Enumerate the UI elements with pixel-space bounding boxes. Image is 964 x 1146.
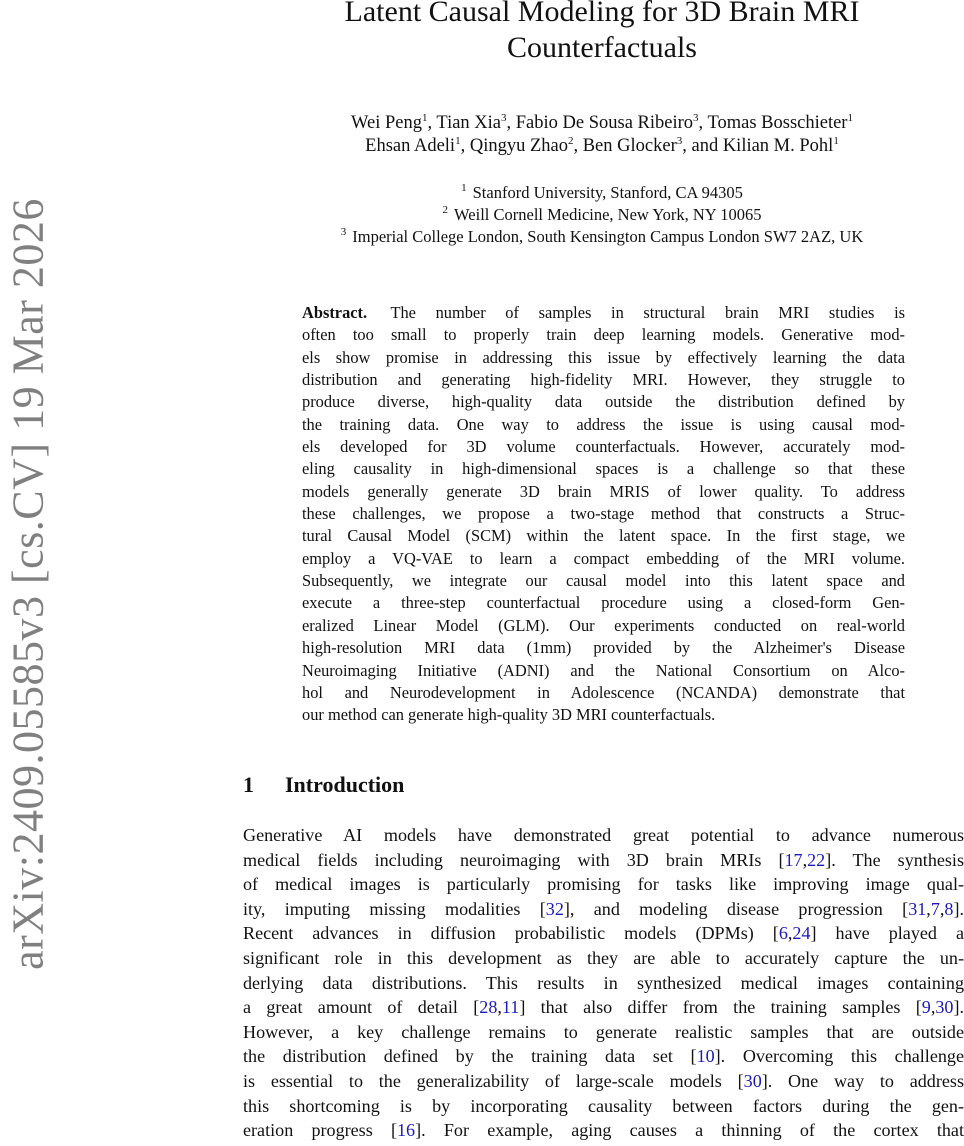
paragraph-line: a great amount of detail [28,11] that also differ from the training samples [9,30]. xyxy=(243,997,964,1018)
citation-link[interactable]: 31 xyxy=(908,898,927,919)
section-title: Introduction xyxy=(285,772,405,797)
paragraph-line: of medical images is particularly promising for tasks like improving image qual- xyxy=(243,874,964,895)
citation-link[interactable]: 9 xyxy=(921,997,931,1018)
abstract xyxy=(302,302,905,727)
abstract-line: Subsequently, we integrate our causal model into this latent space and xyxy=(302,571,905,591)
affiliation-marker: 2 xyxy=(567,135,574,147)
affiliation-marker: 3 xyxy=(501,112,507,124)
citation-link[interactable]: 22 xyxy=(807,849,826,870)
author-name: Wei Peng xyxy=(351,113,422,133)
author-name: Ben Glocker xyxy=(582,136,677,156)
author-name: Tomas Bosschieter xyxy=(707,113,848,133)
citation-link[interactable]: 30 xyxy=(935,997,954,1018)
paragraph-line: medical fields including neuroimaging with 3D brain MRIs [17,22]. The synthesis xyxy=(243,849,964,870)
abstract-line: execute a three-step counterfactual procedure using a closed-form Gen- xyxy=(302,593,905,613)
abstract-line: Neuroimaging Initiative (ADNI) and the National Consortium on Alco- xyxy=(302,660,905,680)
affiliation xyxy=(240,204,964,226)
paragraph-line: derlying data distributions. This results in synthesized medical images containing xyxy=(243,972,964,993)
abstract-line: models generally generate 3D brain MRIS of lower quality. To address xyxy=(302,481,905,501)
affiliation-marker: 1 xyxy=(455,135,461,147)
abstract-line: employ a VQ-VAE to learn a compact embedding of the MRI volume. xyxy=(302,548,905,568)
affiliation xyxy=(240,226,964,248)
author-line-1: Wei Peng$^1$, Tian Xia$^3$, Fabio De Sousa Ribeiro$^3$, Tomas Bosschieter$^1$ xyxy=(351,112,853,133)
affiliation-list xyxy=(240,182,964,248)
author-name: and Kilian M. Pohl xyxy=(691,136,834,156)
citation-link[interactable]: 7 xyxy=(930,898,940,919)
paragraph-line: However, a key challenge remains to generate realistic samples that are outside xyxy=(243,1021,964,1042)
affiliation-text: Weill Cornell Medicine, New York, NY 10065 xyxy=(454,205,762,224)
abstract-line: distribution and generating high-fidelity MRI. However, they struggle to xyxy=(302,370,905,390)
abstract-line: often too small to properly train deep learning models. Generative mod- xyxy=(302,325,905,345)
citation-link[interactable]: 6 xyxy=(778,923,788,944)
affiliation xyxy=(240,182,964,204)
abstract-line: els show promise in addressing this issue by effectively learning the data xyxy=(302,347,905,367)
paragraph-line: ity, imputing missing modalities [32], and modeling disease progression [31,7,8]. xyxy=(243,898,964,919)
paragraph-line: significant role in this development as they are able to accurately capture the un- xyxy=(243,947,964,968)
abstract-label: Abstract. xyxy=(302,303,368,322)
citation-link[interactable]: 17 xyxy=(784,849,803,870)
affiliation-marker: 3 xyxy=(693,112,699,124)
arxiv-stamp-text: arXiv:2409.05585v3 [cs.CV] 19 Mar 2026 xyxy=(3,198,53,970)
affiliation-marker: 1 xyxy=(833,135,839,147)
paragraph-line: the distribution defined by the training data set [10]. Overcoming this challenge xyxy=(243,1046,964,1067)
citation-link[interactable]: 30 xyxy=(743,1070,762,1091)
author-name: Qingyu Zhao xyxy=(469,136,568,156)
author-list xyxy=(240,112,964,158)
affiliation-text: Imperial College London, South Kensington Campus London SW7 2AZ, UK xyxy=(352,227,864,246)
arxiv-stamp xyxy=(0,0,58,1146)
affiliation-marker: 2 xyxy=(442,204,449,216)
paper-title xyxy=(240,0,964,66)
author-line-2: Ehsan Adeli$^1$, Qingyu Zhao$^2$, Ben Glocker$^3$, and Kilian M. Pohl$^1$ xyxy=(365,135,839,156)
affiliation-text: Stanford University, Stanford, CA 94305 xyxy=(472,183,743,202)
abstract-line: tural Causal Model (SCM) within the latent space. In the first stage, we xyxy=(302,526,905,546)
abstract-line: our method can generate high-quality 3D MRI counterfactuals. xyxy=(302,705,716,725)
title-line-2: Counterfactuals xyxy=(507,31,697,64)
affiliation-marker: 1 xyxy=(847,112,853,124)
abstract-line: Abstract. The number of samples in structural brain MRI studies is xyxy=(302,303,906,322)
citation-link[interactable]: 24 xyxy=(792,923,811,944)
introduction-body xyxy=(243,823,964,1143)
abstract-line: these challenges, we propose a two-stage method that constructs a Struc- xyxy=(302,504,905,524)
affiliation-marker: 1 xyxy=(422,112,428,124)
abstract-line: eling causality in high-dimensional spaces is a challenge so that these xyxy=(302,459,905,479)
section-heading xyxy=(243,772,404,798)
paragraph-line: Generative AI models have demonstrated great potential to advance numerous xyxy=(243,825,964,845)
paragraph-line: this shortcoming is by incorporating causality between factors during the gen- xyxy=(243,1095,964,1116)
paragraph-line: Recent advances in diffusion probabilistic models (DPMs) [6,24] have played a xyxy=(243,923,964,944)
abstract-line: high-resolution MRI data (1mm) provided by the Alzheimer's Disease xyxy=(302,638,905,658)
author-name: Fabio De Sousa Ribeiro xyxy=(515,113,694,133)
abstract-line: eralized Linear Model (GLM). Our experiments conducted on real-world xyxy=(302,615,905,635)
citation-link[interactable]: 28 xyxy=(479,997,498,1018)
paragraph-line: eration progress [16]. For example, aging causes a thinning of the cortex that xyxy=(243,1120,964,1141)
affiliation-marker: 3 xyxy=(676,135,683,147)
paragraph-line: is essential to the generalizability of large-scale models [30]. One way to address xyxy=(243,1070,964,1091)
citation-link[interactable]: 10 xyxy=(696,1046,715,1067)
abstract-line: produce diverse, high-quality data outside the distribution defined by xyxy=(302,392,905,412)
abstract-line: hol and Neurodevelopment in Adolescence (NCANDA) demonstrate that xyxy=(302,682,905,702)
abstract-line: els developed for 3D volume counterfactuals. However, accurately mod- xyxy=(302,437,905,457)
affiliation-marker: 3 xyxy=(340,226,347,238)
abstract-line: the training data. One way to address the issue is using causal mod- xyxy=(302,414,905,434)
section-number: 1 xyxy=(243,772,254,797)
citation-link[interactable]: 32 xyxy=(545,898,564,919)
author-name: Tian Xia xyxy=(436,113,502,133)
title-line-1: Latent Causal Modeling for 3D Brain MRI xyxy=(344,0,860,28)
citation-link[interactable]: 11 xyxy=(501,997,520,1018)
citation-link[interactable]: 8 xyxy=(944,898,954,919)
author-name: Ehsan Adeli xyxy=(365,136,456,156)
citation-link[interactable]: 16 xyxy=(397,1120,416,1141)
affiliation-marker: 1 xyxy=(461,182,467,194)
